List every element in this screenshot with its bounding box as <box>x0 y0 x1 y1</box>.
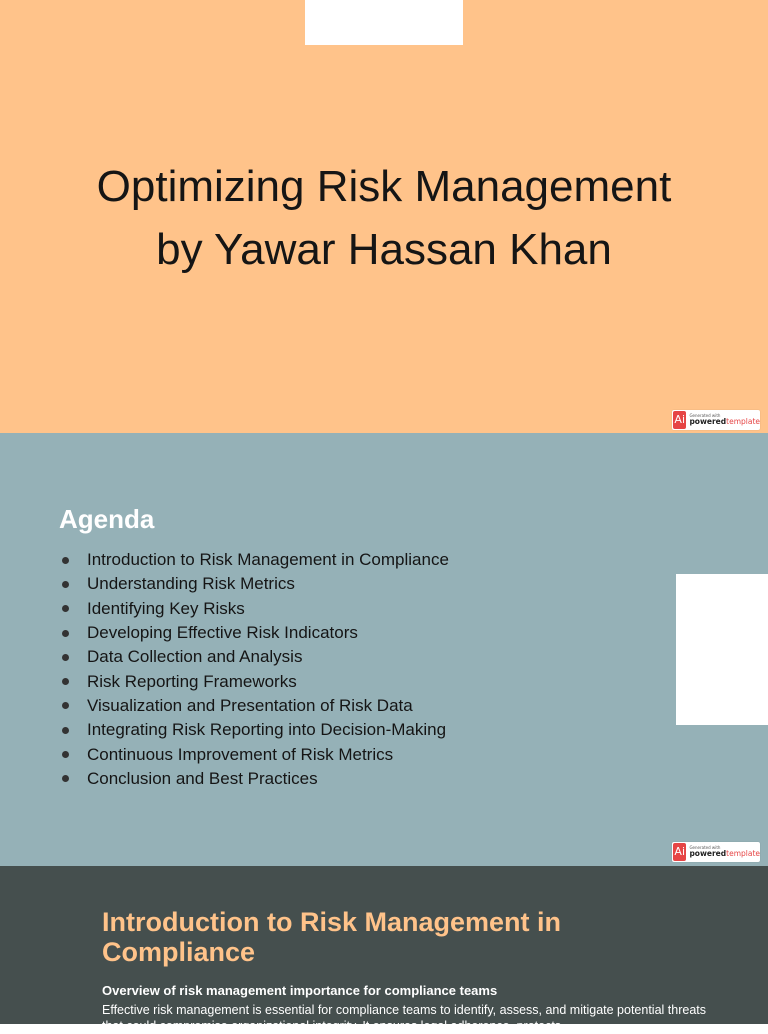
title-slide <box>0 0 768 433</box>
agenda-item: Visualization and Presentation of Risk Data <box>62 694 449 718</box>
ai-logo-icon: Ai <box>673 843 686 861</box>
bullet-icon <box>62 605 69 612</box>
agenda-item: Developing Effective Risk Indicators <box>62 621 449 645</box>
agenda-list <box>62 548 449 791</box>
intro-body: Effective risk management is essential for compliance teams to identify, assess, and mitigate potential threats that could compromise organizational integrity. It ensures legal adherence, protects <box>102 1003 706 1033</box>
agenda-item: Identifying Key Risks <box>62 597 449 621</box>
agenda-item: Data Collection and Analysis <box>62 645 449 669</box>
intro-heading: Introduction to Risk Management in Compliance <box>102 907 562 967</box>
bullet-icon <box>62 630 69 637</box>
agenda-item: Continuous Improvement of Risk Metrics <box>62 742 449 766</box>
intro-slide <box>0 866 768 1033</box>
placeholder-rect <box>676 574 768 725</box>
powered-template-badge[interactable] <box>672 842 760 862</box>
badge-brand: poweredtemplate <box>689 849 760 859</box>
bullet-icon <box>62 557 69 564</box>
agenda-slide <box>0 433 768 866</box>
agenda-item: Risk Reporting Frameworks <box>62 669 449 693</box>
slide-title: Optimizing Risk Management by Yawar Hassan Khan <box>96 162 672 274</box>
bullet-icon <box>62 702 69 709</box>
badge-caption: Generated with <box>689 845 721 851</box>
powered-template-badge[interactable] <box>672 410 760 430</box>
agenda-item: Conclusion and Best Practices <box>62 767 449 791</box>
agenda-item: Introduction to Risk Management in Compliance <box>62 548 449 572</box>
badge-brand: poweredtemplate <box>689 417 760 427</box>
bullet-icon <box>62 581 69 588</box>
agenda-heading: Agenda <box>59 504 155 534</box>
bullet-icon <box>62 751 69 758</box>
placeholder-rect <box>305 0 463 45</box>
bullet-icon <box>62 775 69 782</box>
badge-caption: Generated with <box>689 413 721 419</box>
bullet-icon <box>62 678 69 685</box>
intro-subheading: Overview of risk management importance for compliance teams <box>102 983 498 998</box>
ai-logo-icon: Ai <box>673 411 686 429</box>
bullet-icon <box>62 727 69 734</box>
agenda-item: Integrating Risk Reporting into Decision-Making <box>62 718 449 742</box>
bullet-icon <box>62 654 69 661</box>
agenda-item: Understanding Risk Metrics <box>62 572 449 596</box>
